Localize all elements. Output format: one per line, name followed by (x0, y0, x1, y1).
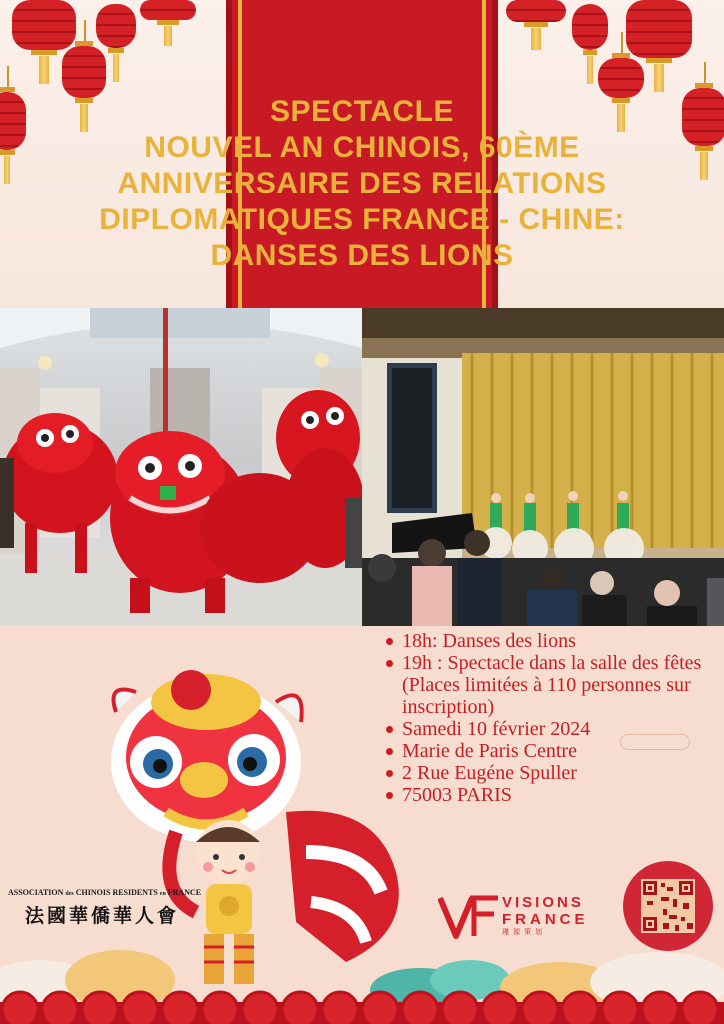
vf-line-chinese: 瑾源策划 (502, 929, 546, 936)
list-item: 18h: Danses des lions (384, 630, 720, 652)
association-word: CHINOIS RESIDENTS (75, 888, 158, 897)
association-name-chinese: 法國華僑華人會 (24, 905, 179, 927)
title-line: SPECTACLE (270, 95, 454, 128)
title-line: ANNIVERSAIRE DES RELATIONS (117, 167, 607, 200)
title-line: DIPLOMATIQUES FRANCE - CHINE: (99, 203, 625, 236)
lantern-icon (598, 58, 644, 98)
vf-line-france: FRANCE (502, 911, 589, 928)
lantern-icon (0, 92, 26, 150)
lantern-icon (96, 4, 136, 48)
association-word: des (65, 891, 74, 897)
lantern-icon (140, 0, 196, 20)
event-details-list (384, 630, 720, 806)
list-item: 75003 PARIS (384, 784, 720, 806)
lion-mascot-icon (96, 662, 426, 992)
association-word: ASSOCIATION (8, 888, 64, 897)
association-name-english (8, 888, 202, 897)
lantern-icon (62, 46, 106, 98)
lantern-icon (572, 4, 608, 50)
lion-dance-illustration (0, 308, 362, 626)
association-logo (8, 888, 202, 928)
lion-dance-photo (0, 308, 362, 626)
lantern-icon (682, 88, 724, 146)
lantern-icon (12, 0, 76, 50)
bottom-cloud-decoration (0, 950, 724, 1024)
list-item: 2 Rue Eugéne Spuller (384, 762, 720, 784)
decorative-pill (620, 734, 690, 750)
qr-code-icon (623, 861, 713, 951)
lantern-icon (506, 0, 566, 22)
vf-text (502, 894, 589, 938)
list-item: Marie de Paris Centre (384, 740, 720, 762)
lion-mascot-illustration (96, 662, 426, 992)
vf-monogram-icon (438, 894, 500, 940)
vf-line-visions: VISIONS (502, 894, 584, 911)
title-line: NOUVEL AN CHINOIS, 60ÈME (144, 131, 580, 164)
association-word: FRANCE (167, 888, 202, 897)
cloud-pattern-icon (0, 950, 724, 1024)
list-item: 19h : Spectacle dans la salle des fêtes (Places limitées à 110 personnes sur inscription) (384, 652, 720, 718)
qr-code-seal[interactable] (623, 861, 713, 951)
association-word: en (159, 891, 166, 897)
visions-france-logo (438, 892, 608, 942)
title-line: DANSES DES LIONS (210, 239, 514, 272)
stage-performance-photo (362, 308, 724, 626)
lantern-icon (626, 0, 692, 58)
event-title (60, 94, 664, 274)
list-item: Samedi 10 février 2024 (384, 718, 720, 740)
stage-illustration (362, 308, 724, 626)
